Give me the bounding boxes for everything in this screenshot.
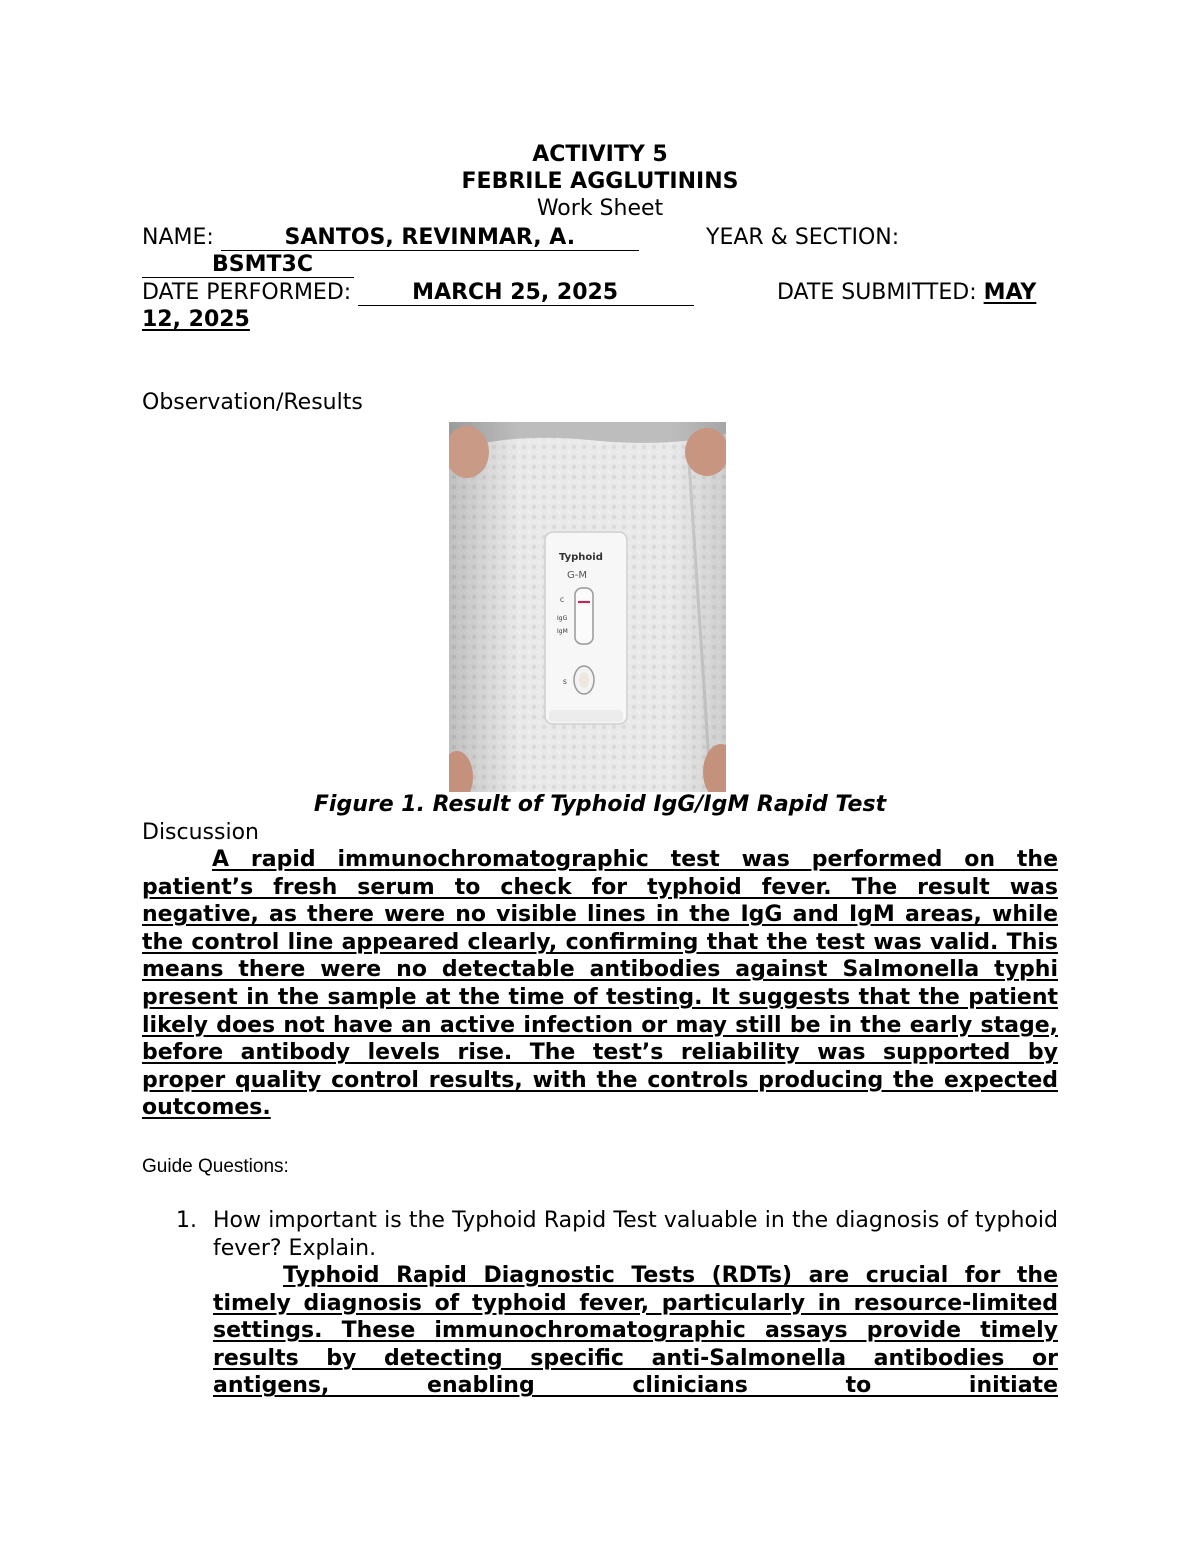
discussion-heading: Discussion <box>142 820 259 845</box>
date-performed-label: DATE PERFORMED: <box>142 280 352 305</box>
date-submitted-value-part2: 12, 2025 <box>142 307 250 332</box>
year-section-row <box>142 251 354 279</box>
year-section-value <box>142 253 354 278</box>
q1-number: 1. <box>176 1208 197 1233</box>
date-performed-row <box>142 279 694 307</box>
worksheet-subtitle: Work Sheet <box>536 196 664 221</box>
name-label: NAME: <box>142 225 214 250</box>
date-performed-value <box>358 281 694 306</box>
guide-heading: Guide Questions: <box>142 1156 289 1177</box>
mark-s: S <box>563 679 567 686</box>
kit-label: Typhoid <box>559 552 603 563</box>
mark-igg: IgG <box>557 615 568 622</box>
figure-caption: Figure 1. Result of Typhoid IgG/IgM Rapid Test <box>313 792 887 817</box>
kit-sub: G-M <box>567 570 587 581</box>
date-submitted-row <box>777 279 1036 307</box>
observation-heading: Observation/Results <box>142 390 363 415</box>
mark-igm: IgM <box>557 628 568 635</box>
year-section-label: YEAR & SECTION: <box>706 225 900 250</box>
name-value <box>221 226 639 251</box>
q1-answer: Typhoid Rapid Diagnostic Tests (RDTs) are crucial for the timely diagnosis of typhoid fever, particularly in resource-limited settings. These immunochromatographic assays provide timely results by detecting specific anti-Salmonella antibodies or antigens, enabling clinicians to initiate <box>213 1263 1058 1399</box>
year-section-value-text: BSMT3C <box>212 252 313 277</box>
name-value-text: SANTOS, REVINMAR, A. <box>284 225 576 250</box>
activity-title: FEBRILE AGGLUTININS <box>461 169 739 194</box>
activity-number: ACTIVITY 5 <box>532 142 668 167</box>
discussion-text: A rapid immunochromatographic test was performed on the patient’s fresh serum to check for typhoid fever. The result was negative, as there were no visible lines in the IgG and IgM areas, while the control line appeared clearly, confirming that the test was valid. This means there were no detectable antibodies against Salmonella typhi present in the sample at the time of testing. It suggests that the patient likely does not have an active infection or may still be in the early stage, before antibody levels rise. The test’s reliability was supported by proper quality control results, with the controls producing the expected outcomes. <box>142 847 1058 1121</box>
date-submitted-value-part1: MAY <box>983 280 1037 305</box>
q1-text: How important is the Typhoid Rapid Test valuable in the diagnosis of typhoid fever? Explain. <box>213 1208 1058 1261</box>
mark-c: C <box>560 597 565 604</box>
rapid-test-photo-svg <box>449 422 726 792</box>
date-submitted-label: DATE SUBMITTED: <box>777 280 977 305</box>
name-row <box>142 224 639 252</box>
date-performed-value-text: MARCH 25, 2025 <box>412 280 619 305</box>
rapid-test-photo <box>449 422 726 792</box>
